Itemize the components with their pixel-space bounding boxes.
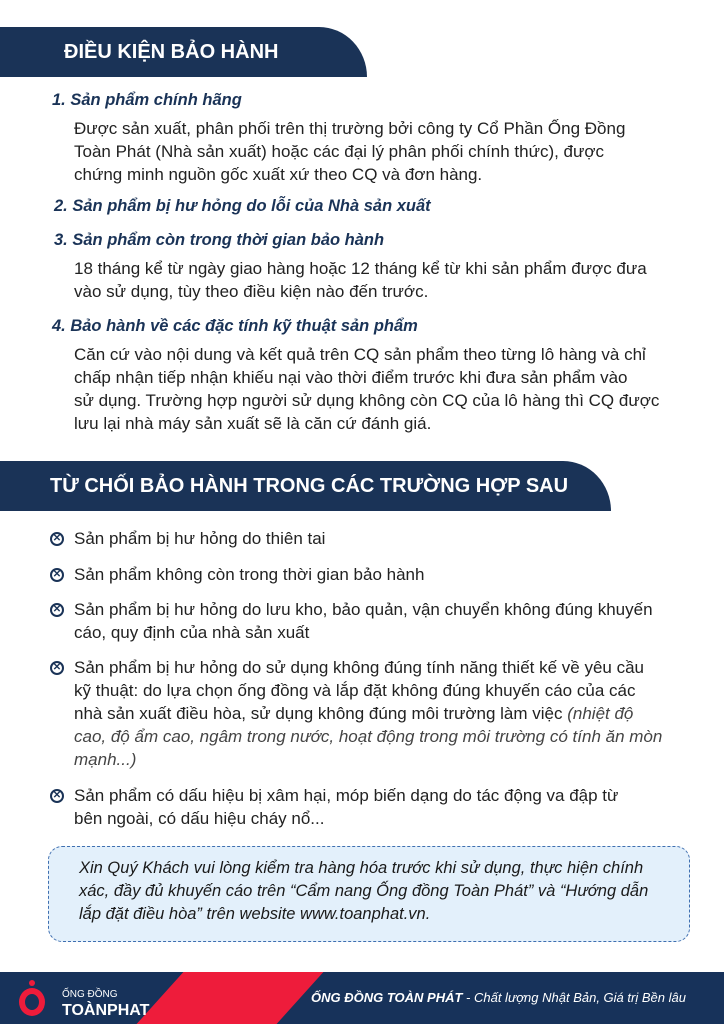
list-item: ✕ Sản phẩm có dấu hiệu bị xâm hại, móp biến dạng do tác động va đập từ bên ngoài, có dấu hiệu cháy nổ... xyxy=(50,784,618,830)
footer-slogan: ỐNG ĐỒNG TOÀN PHÁT - Chất lượng Nhật Bản, Giá trị Bền lâu xyxy=(311,990,686,1005)
section-title-warranty-refusal xyxy=(0,461,611,511)
x-circle-icon: ✕ xyxy=(50,532,64,546)
condition-text: Căn cứ vào nội dung và kết quả trên CQ sản phẩm theo từng lô hàng và chỉ chấp nhận tiếp nhận khiếu nại vào thời điểm trước khi đưa sản phẩm vào sử dụng. Trường hợp người sử dụng không còn CQ của lô hàng thì CQ được lưu lại nhà máy sản xuất sẽ là căn cứ đánh giá. xyxy=(74,345,660,433)
x-circle-icon: ✕ xyxy=(50,661,64,675)
condition-heading: 4. Bảo hành về các đặc tính kỹ thuật sản phẩm xyxy=(52,317,418,335)
section-title-text: TỪ CHỐI BẢO HÀNH TRONG CÁC TRƯỜNG HỢP SAU xyxy=(50,474,569,497)
list-item: ✕ Sản phẩm không còn trong thời gian bảo hành xyxy=(50,563,424,586)
footer-stripe xyxy=(137,972,324,1024)
footer: ỐNG ĐỒNG TOÀNPHAT ỐNG ĐỒNG TOÀN PHÁT - Chất lượng Nhật Bản, Giá trị Bền lâu xyxy=(0,972,724,1024)
notice-box: Xin Quý Khách vui lòng kiểm tra hàng hóa trước khi sử dụng, thực hiện chính xác, đầy đủ khuyến cáo trên “Cẩm nang Ống đồng Toàn Phát” và “Hướng dẫn lắp đặt điều hòa” trên website www.toanphat.vn. xyxy=(48,846,690,942)
x-circle-icon: ✕ xyxy=(50,568,64,582)
condition-heading: 1. Sản phẩm chính hãng xyxy=(52,91,242,109)
x-circle-icon: ✕ xyxy=(50,603,64,617)
list-item: ✕ Sản phẩm bị hư hỏng do lưu kho, bảo quản, vận chuyển không đúng khuyến cáo, quy định của nhà sản xuất xyxy=(50,598,653,644)
section-title-warranty-conditions xyxy=(0,27,367,77)
condition-text: 18 tháng kể từ ngày giao hàng hoặc 12 tháng kể từ khi sản phẩm được đưa vào sử dụng, tùy theo điều kiện nào đến trước. xyxy=(74,259,647,301)
section-title-text: ĐIỀU KIỆN BẢO HÀNH xyxy=(64,40,279,63)
x-circle-icon: ✕ xyxy=(50,789,64,803)
condition-text: Được sản xuất, phân phối trên thị trường bởi công ty Cổ Phần Ống Đồng Toàn Phát (Nhà sản xuất) hoặc các đại lý phân phối chính thức), được chứng minh nguồn gốc xuất xứ theo CQ và đơn hàng. xyxy=(74,119,626,184)
condition-heading: 2. Sản phẩm bị hư hỏng do lỗi của Nhà sản xuất xyxy=(54,197,431,215)
list-item: ✕ Sản phẩm bị hư hỏng do sử dụng không đúng tính năng thiết kế về yêu cầu kỹ thuật: do lựa chọn ống đồng và lắp đặt không đúng khuyến cáo của các nhà sản xuất điều hòa, sử dụng không đúng môi trường làm việc (nhiệt độ cao, độ ẩm cao, ngâm trong nước, hoạt động trong môi trường có tính ăn mòn mạnh...) xyxy=(50,656,662,771)
list-item: ✕ Sản phẩm bị hư hỏng do thiên tai xyxy=(50,527,325,550)
condition-heading: 3. Sản phẩm còn trong thời gian bảo hành xyxy=(54,231,385,249)
